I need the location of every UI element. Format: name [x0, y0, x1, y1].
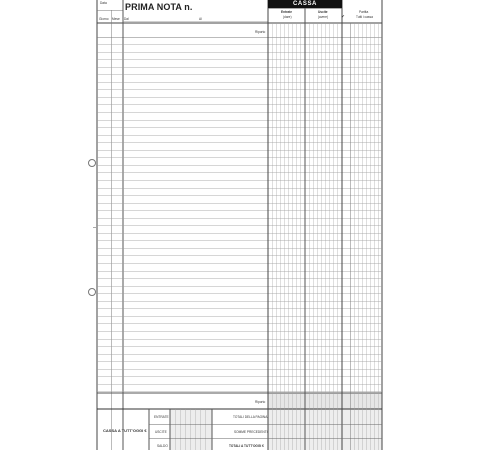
riporto-top-label: Riporto	[255, 30, 266, 34]
giorno-label: Giorno	[99, 17, 109, 21]
partita-sub-label: Tutti i cassa	[356, 15, 373, 19]
cassa-shade	[170, 409, 212, 450]
uscite-sum-label: USCITE	[155, 430, 167, 434]
al-label: Al	[199, 17, 202, 21]
uscite-sub-label: (avere)	[318, 15, 329, 19]
somme-precedenti-label: SOMME PRECEDENTI	[234, 430, 268, 434]
data-label: Data	[100, 1, 107, 5]
entrate-sum-label: ENTRATE	[154, 415, 169, 419]
saldo-label: SALDO	[157, 444, 168, 448]
mese-label: Mese	[112, 17, 120, 21]
entrate-sub-label: (dare)	[283, 15, 292, 19]
totali-tutt-oggi-label: TOTALI A TUTT'OGGI €	[229, 444, 264, 448]
entrate-label: Entrate	[281, 10, 292, 14]
partita-label: Partita	[359, 10, 369, 14]
cassa-tutt-oggi-label: CASSA A TUTT'OGGI €	[103, 428, 147, 433]
check-icon: ✔	[341, 14, 345, 19]
dal-label: Dal	[124, 17, 129, 21]
riporto-bottom-label: Riporto	[255, 400, 266, 404]
uscite-label: Uscite	[318, 10, 328, 14]
totali-pagina-label: TOTALI DELLA PAGINA	[233, 415, 268, 419]
cassa-header: CASSA	[268, 0, 342, 8]
form-title: PRIMA NOTA n.	[125, 2, 193, 12]
